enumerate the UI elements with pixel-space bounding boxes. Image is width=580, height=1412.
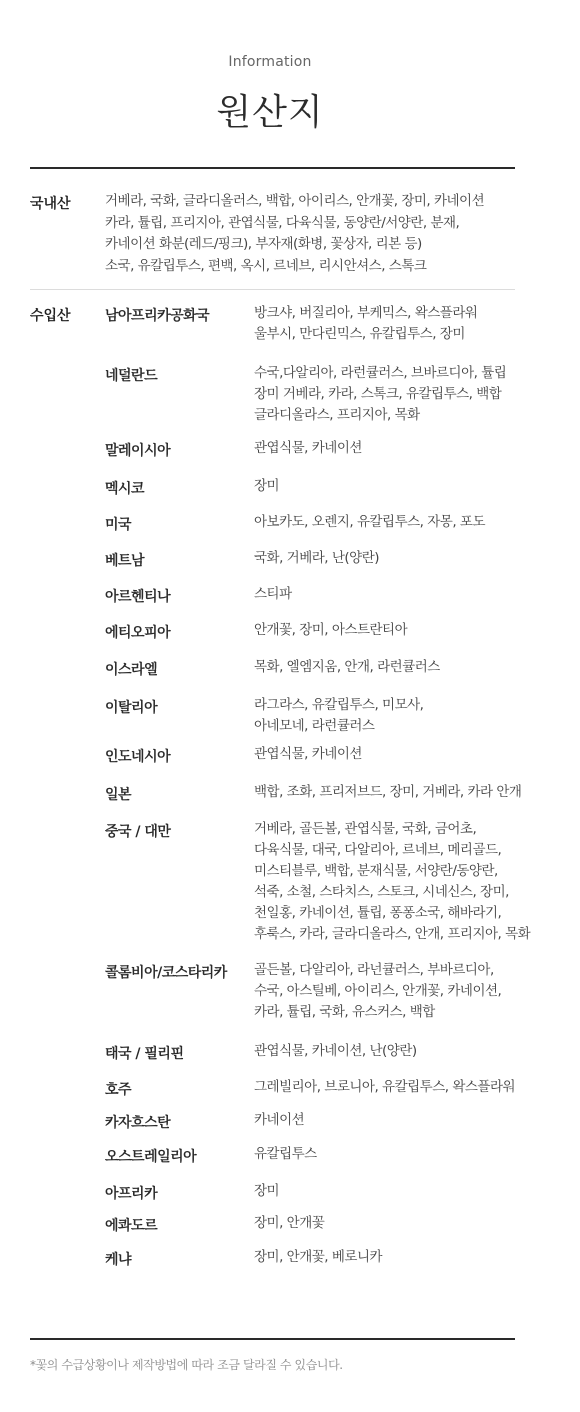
origin-line: 목화, 엘엠지움, 안개, 라런큘러스 — [254, 659, 440, 675]
country-name: 남아프리카공화국 — [105, 308, 210, 324]
origin-items — [254, 657, 564, 678]
origin-items — [254, 1247, 564, 1268]
country-name: 카자흐스탄 — [105, 1115, 171, 1131]
origin-line: 국화, 거베라, 난(양란) — [254, 550, 380, 566]
origin-line: 방크샤, 버질리아, 부케믹스, 왁스플라워 — [254, 305, 478, 321]
country-name: 이스라엘 — [105, 662, 158, 678]
imported-label: 수입산 — [30, 308, 71, 324]
country-name: 중국 / 대만 — [105, 824, 171, 840]
country-name: 에콰도르 — [105, 1218, 158, 1234]
origin-line: 장미 — [254, 1183, 280, 1199]
country-name: 말레이시아 — [105, 443, 171, 459]
origin-line: 라그라스, 유칼립투스, 미모사, — [254, 697, 424, 713]
origin-items — [254, 1110, 564, 1131]
country-name: 케냐 — [105, 1252, 132, 1268]
domestic-line: 카라, 튤립, 프리지아, 관엽식물, 다육식물, 동양란/서양란, 분재, — [105, 214, 460, 231]
origin-line: 수국, 아스틸베, 아이리스, 안개꽃, 카네이션, — [254, 983, 502, 999]
origin-items — [254, 1077, 564, 1098]
origin-items — [254, 960, 564, 1023]
origin-line: 백합, 조화, 프리저브드, 장미, 거베라, 카라 안개 — [254, 784, 522, 800]
information-subtitle: Information — [228, 54, 312, 70]
origin-line: 장미, 안개꽃 — [254, 1215, 325, 1231]
origin-items — [254, 744, 564, 765]
country-name: 호주 — [105, 1082, 132, 1098]
section-divider — [30, 289, 515, 290]
origin-line: 천일홍, 카네이션, 튤립, 퐁퐁소국, 해바라기, — [254, 905, 502, 921]
top-divider — [30, 167, 515, 169]
country-name: 멕시코 — [105, 481, 145, 497]
origin-items — [254, 476, 564, 497]
origin-line: 울부시, 만다린믹스, 유칼립투스, 장미 — [254, 326, 465, 342]
country-name: 인도네시아 — [105, 749, 171, 765]
country-name: 콜롬비아/코스타리카 — [105, 965, 227, 981]
origin-line: 그레빌리아, 브로니아, 유칼립투스, 왁스플라워 — [254, 1079, 516, 1095]
origin-line: 골든볼, 다알리아, 라넌큘러스, 부바르디아, — [254, 962, 494, 978]
country-name: 일본 — [105, 787, 132, 803]
origin-items — [254, 548, 564, 569]
domestic-label: 국내산 — [30, 196, 71, 212]
origin-items — [254, 438, 564, 459]
country-name: 베트남 — [105, 553, 145, 569]
origin-line: 관엽식물, 카네이션 — [254, 440, 362, 456]
country-name: 미국 — [105, 517, 132, 533]
origin-line: 관엽식물, 카네이션, 난(양란) — [254, 1043, 417, 1059]
origin-items — [254, 303, 564, 345]
domestic-items — [105, 191, 525, 277]
footnote: *꽃의 수급상황이나 제작방법에 따라 조금 달라질 수 있습니다. — [30, 1358, 343, 1372]
origin-line: 아네모네, 라런큘러스 — [254, 718, 375, 734]
origin-line: 유칼립투스 — [254, 1146, 317, 1162]
domestic-line: 거베라, 국화, 글라디올러스, 백합, 아이리스, 안개꽃, 장미, 카네이션 — [105, 193, 485, 209]
country-name: 아르헨티나 — [105, 589, 171, 605]
origin-items — [254, 584, 564, 605]
domestic-line: 소국, 유칼립투스, 편백, 옥시, 르네브, 리시안셔스, 스톡크 — [105, 257, 427, 274]
origin-line: 글라디올라스, 프리지아, 목화 — [254, 407, 420, 423]
origin-items — [254, 695, 564, 737]
page-title: 원산지 — [216, 92, 324, 133]
country-name: 에티오피아 — [105, 625, 171, 641]
origin-items — [254, 1041, 564, 1062]
origin-line: 다육식물, 대국, 다알리아, 르네브, 메리골드, — [254, 842, 502, 858]
origin-line: 석죽, 소철, 스타치스, 스토크, 시네신스, 장미, — [254, 884, 509, 900]
origin-line: 스티파 — [254, 586, 292, 602]
origin-line: 장미 거베라, 카라, 스톡크, 유칼립투스, 백합 — [254, 386, 502, 402]
country-name: 네덜란드 — [105, 368, 158, 384]
origin-line: 거베라, 골든볼, 관엽식물, 국화, 금어초, — [254, 821, 477, 837]
origin-items — [254, 782, 564, 803]
origin-items — [254, 620, 564, 641]
origin-items — [254, 819, 564, 945]
origin-items — [254, 512, 564, 533]
origin-items — [254, 1213, 564, 1234]
origin-line: 장미 — [254, 478, 280, 494]
country-name: 오스트레일리아 — [105, 1149, 197, 1165]
origin-items — [254, 363, 564, 426]
origin-line: 안개꽃, 장미, 아스트란티아 — [254, 622, 408, 638]
origin-line: 장미, 안개꽃, 베로니카 — [254, 1249, 383, 1265]
country-name: 태국 / 필리핀 — [105, 1046, 184, 1062]
origin-line: 관엽식물, 카네이션 — [254, 746, 362, 762]
origin-line: 미스티블루, 백합, 분재식물, 서양란/동양란, — [254, 863, 498, 879]
country-name: 이탈리아 — [105, 700, 158, 716]
origin-items — [254, 1144, 564, 1165]
origin-line: 카네이션 — [254, 1112, 305, 1128]
origin-items — [254, 1181, 564, 1202]
origin-line: 카라, 튤립, 국화, 유스커스, 백합 — [254, 1004, 435, 1020]
origin-line: 수국,다알리아, 라런큘러스, 브바르디아, 튤립 — [254, 365, 507, 381]
country-name: 아프리카 — [105, 1186, 158, 1202]
domestic-line: 카네이션 화분(레드/핑크), 부자재(화병, 꽃상자, 리본 등) — [105, 236, 422, 252]
bottom-divider — [30, 1338, 515, 1340]
origin-line: 후룩스, 카라, 글라디올라스, 안개, 프리지아, 목화 — [254, 926, 531, 942]
origin-line: 아보카도, 오렌지, 유칼립투스, 자몽, 포도 — [254, 514, 485, 530]
